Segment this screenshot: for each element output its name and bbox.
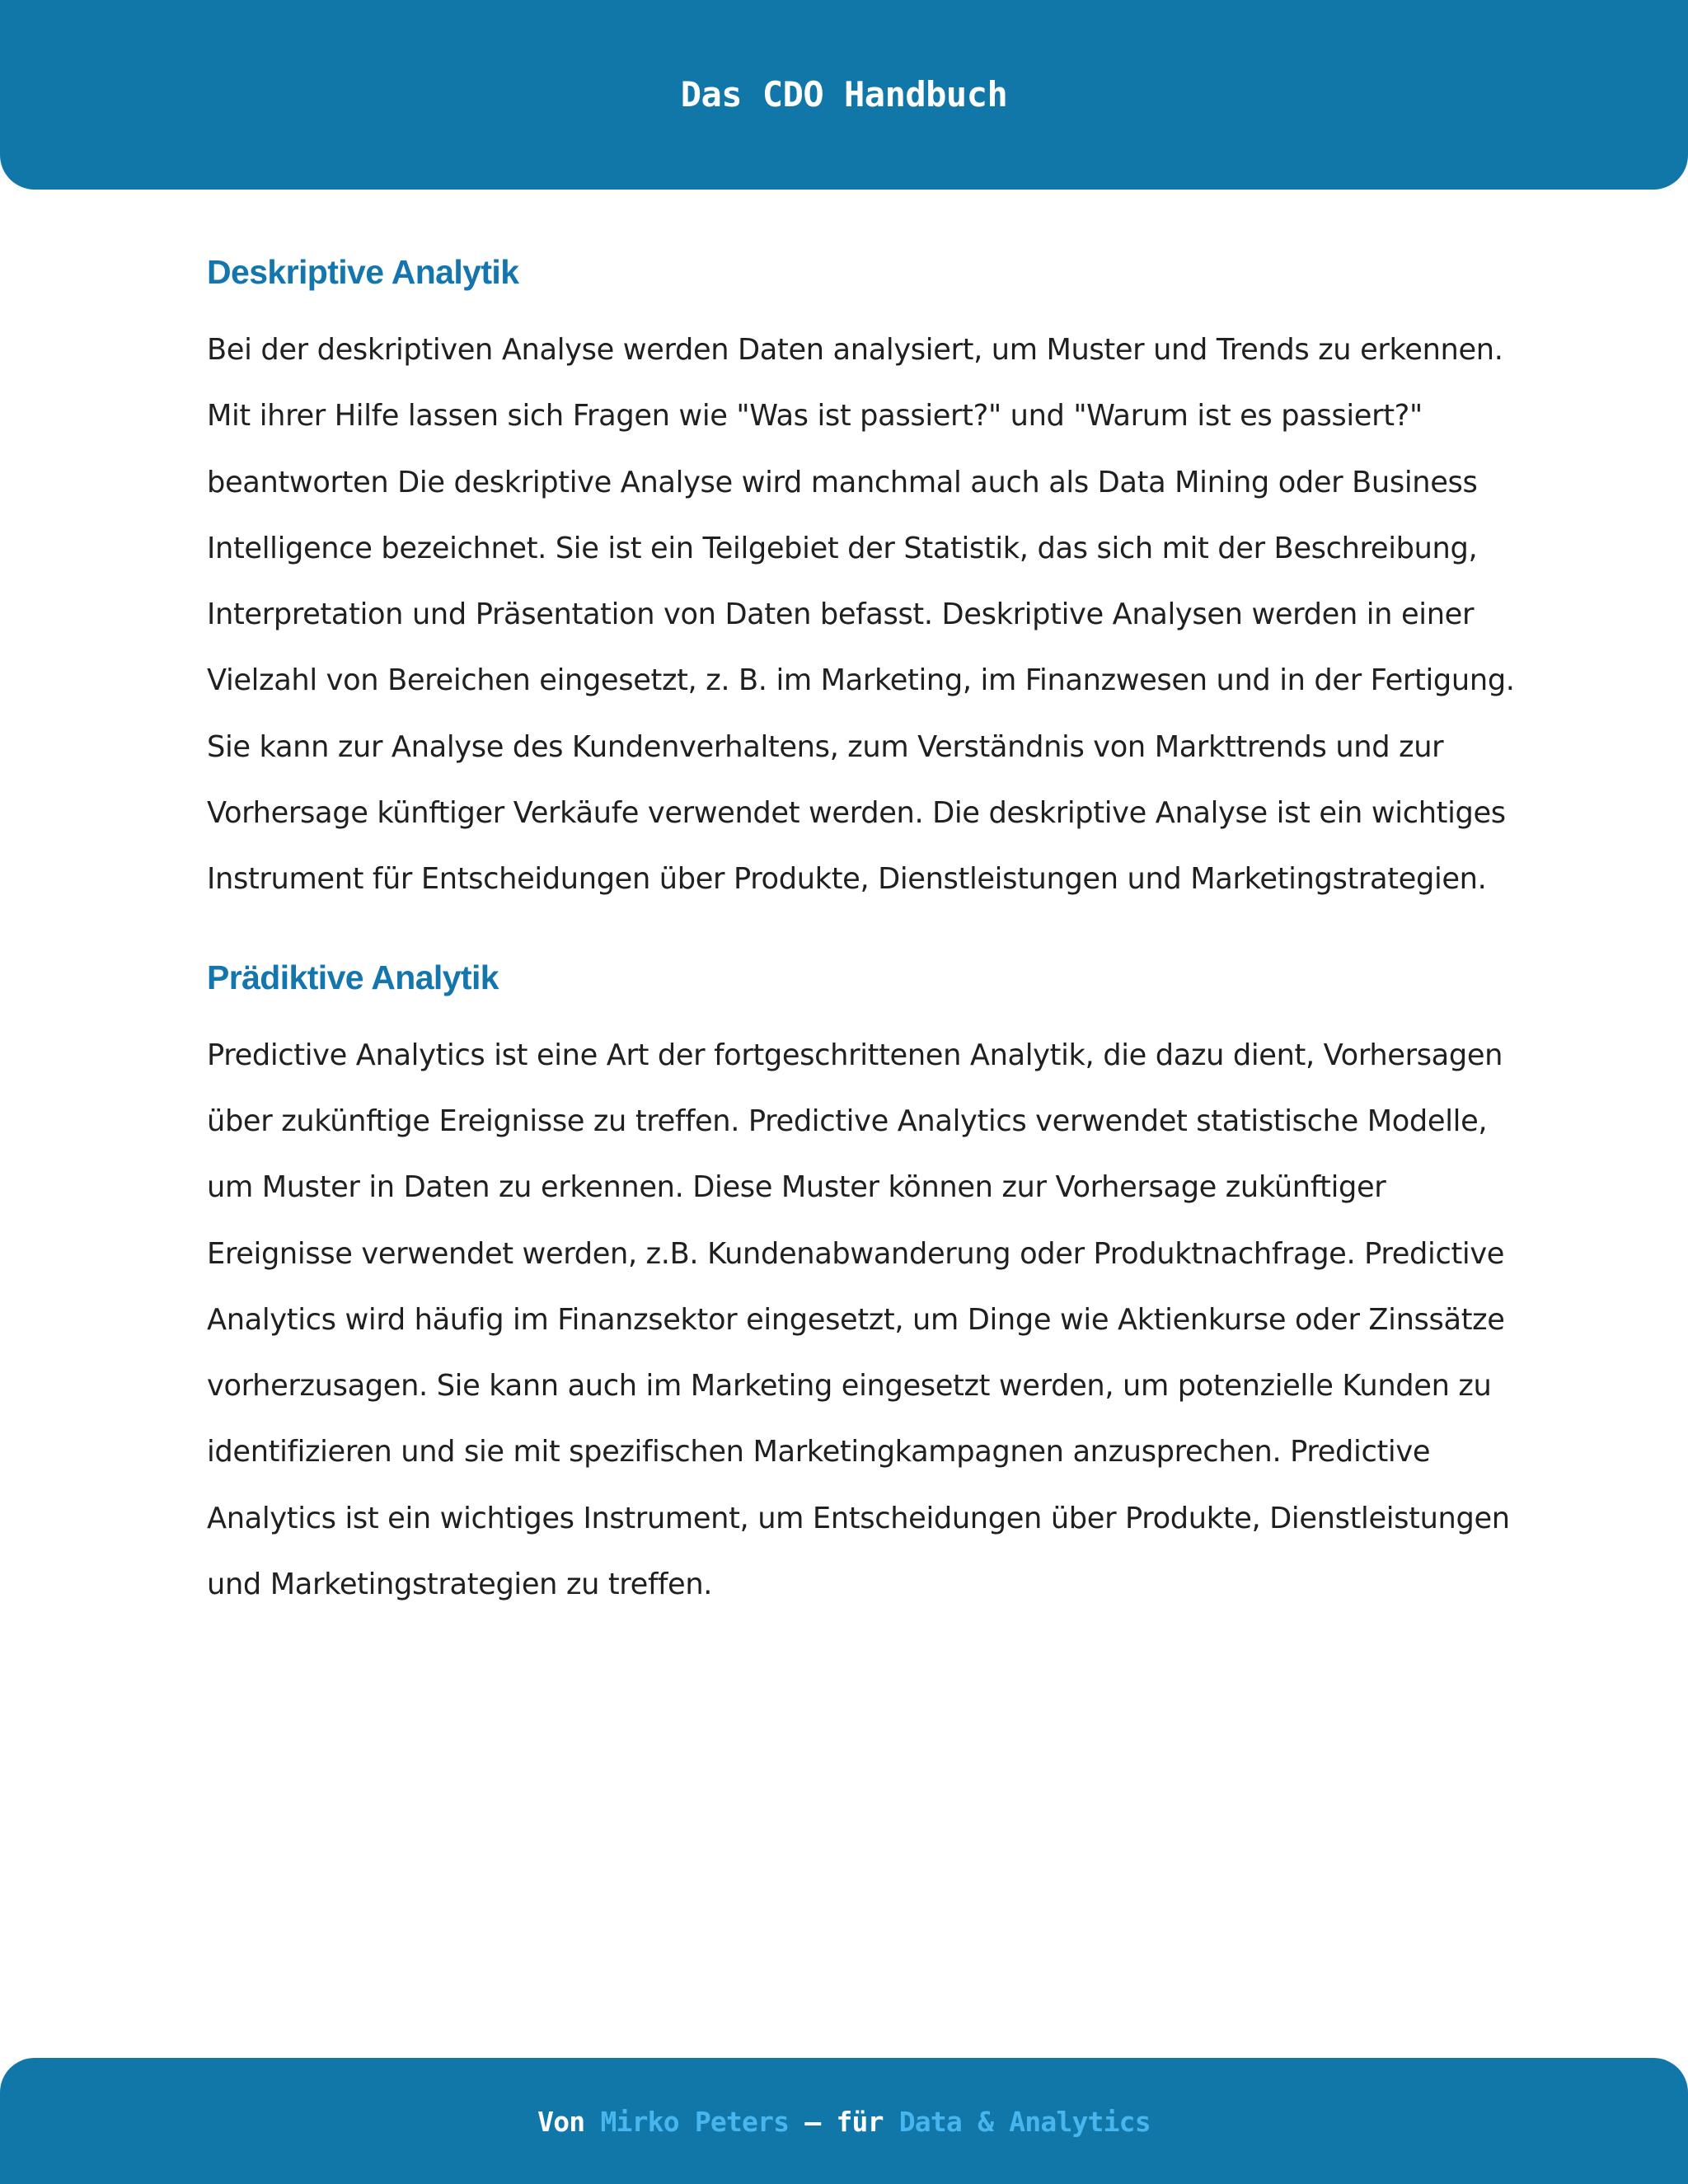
header-bar <box>0 0 1688 190</box>
text-line: Instrument für Entscheidungen über Produkte, Dienstleistungen und Marketingstrategien. <box>207 862 1487 897</box>
text-line: beantworten Die deskriptive Analyse wird manchmal auch als Data Mining oder Business <box>207 465 1478 499</box>
footer-bar <box>0 2058 1688 2184</box>
text-line: Predictive Analytics ist eine Art der fortgeschrittenen Analytik, die dazu dient, Vorhersagen <box>207 1038 1503 1072</box>
text-line: um Muster in Daten zu erkennen. Diese Muster können zur Vorhersage zukünftiger <box>207 1170 1386 1205</box>
text-line: Intelligence bezeichnet. Sie ist ein Teilgebiet der Statistik, das sich mit der Beschreibung, <box>207 531 1478 565</box>
text-line: Analytics wird häufig im Finanzsektor eingesetzt, um Dinge wie Aktienkurse oder Zinssätze <box>207 1302 1505 1337</box>
text-line: Analytics ist ein wichtiges Instrument, um Entscheidungen über Produkte, Dienstleistungen <box>207 1501 1510 1535</box>
text-line: vorherzusagen. Sie kann auch im Marketing eingesetzt werden, um potenzielle Kunden zu <box>207 1369 1492 1404</box>
section-predictive-analytics <box>207 953 1510 1619</box>
section-heading: Deskriptive Analytik <box>207 253 519 291</box>
section-descriptive-analytics <box>207 247 1515 913</box>
text-line: Vorhersage künftiger Verkäufe verwendet werden. Die deskriptive Analyse ist ein wichtiges <box>207 796 1506 831</box>
paragraph-predictive-analytics <box>207 1023 1510 1619</box>
footer-prefix: Von <box>537 2106 601 2138</box>
paragraph-descriptive-analytics <box>207 317 1515 913</box>
text-line: Bei der deskriptiven Analyse werden Daten analysiert, um Muster und Trends zu erkennen. <box>207 333 1503 367</box>
text-line: Ereignisse verwendet werden, z.B. Kundenabwanderung oder Produktnachfrage. Predictive <box>207 1236 1505 1271</box>
document-body <box>207 247 1515 1618</box>
author-name: Mirko Peters <box>600 2106 790 2138</box>
text-line: Interpretation und Präsentation von Daten befasst. Deskriptive Analysen werden in einer <box>207 598 1475 632</box>
document-title: Das CDO Handbuch <box>680 73 1008 115</box>
text-line: über zukünftige Ereignisse zu treffen. Predictive Analytics verwendet statistische Modelle, <box>207 1104 1488 1138</box>
footer-middle: – für <box>789 2106 899 2138</box>
topic-name: Data & Analytics <box>898 2106 1151 2138</box>
section-heading: Prädiktive Analytik <box>207 958 499 996</box>
text-line: Mit ihrer Hilfe lassen sich Fragen wie "Was ist passiert?" und "Warum ist es passiert?" <box>207 399 1423 434</box>
text-line: identifizieren und sie mit spezifischen Marketingkampagnen anzusprechen. Predictive <box>207 1435 1431 1469</box>
text-line: Vielzahl von Bereichen eingesetzt, z. B. im Marketing, im Finanzwesen und in der Fertigung. <box>207 663 1515 698</box>
text-line: und Marketingstrategien zu treffen. <box>207 1568 713 1602</box>
text-line: Sie kann zur Analyse des Kundenverhaltens, zum Verständnis von Markttrends und zur <box>207 729 1444 764</box>
footer-credit <box>537 2106 1151 2138</box>
